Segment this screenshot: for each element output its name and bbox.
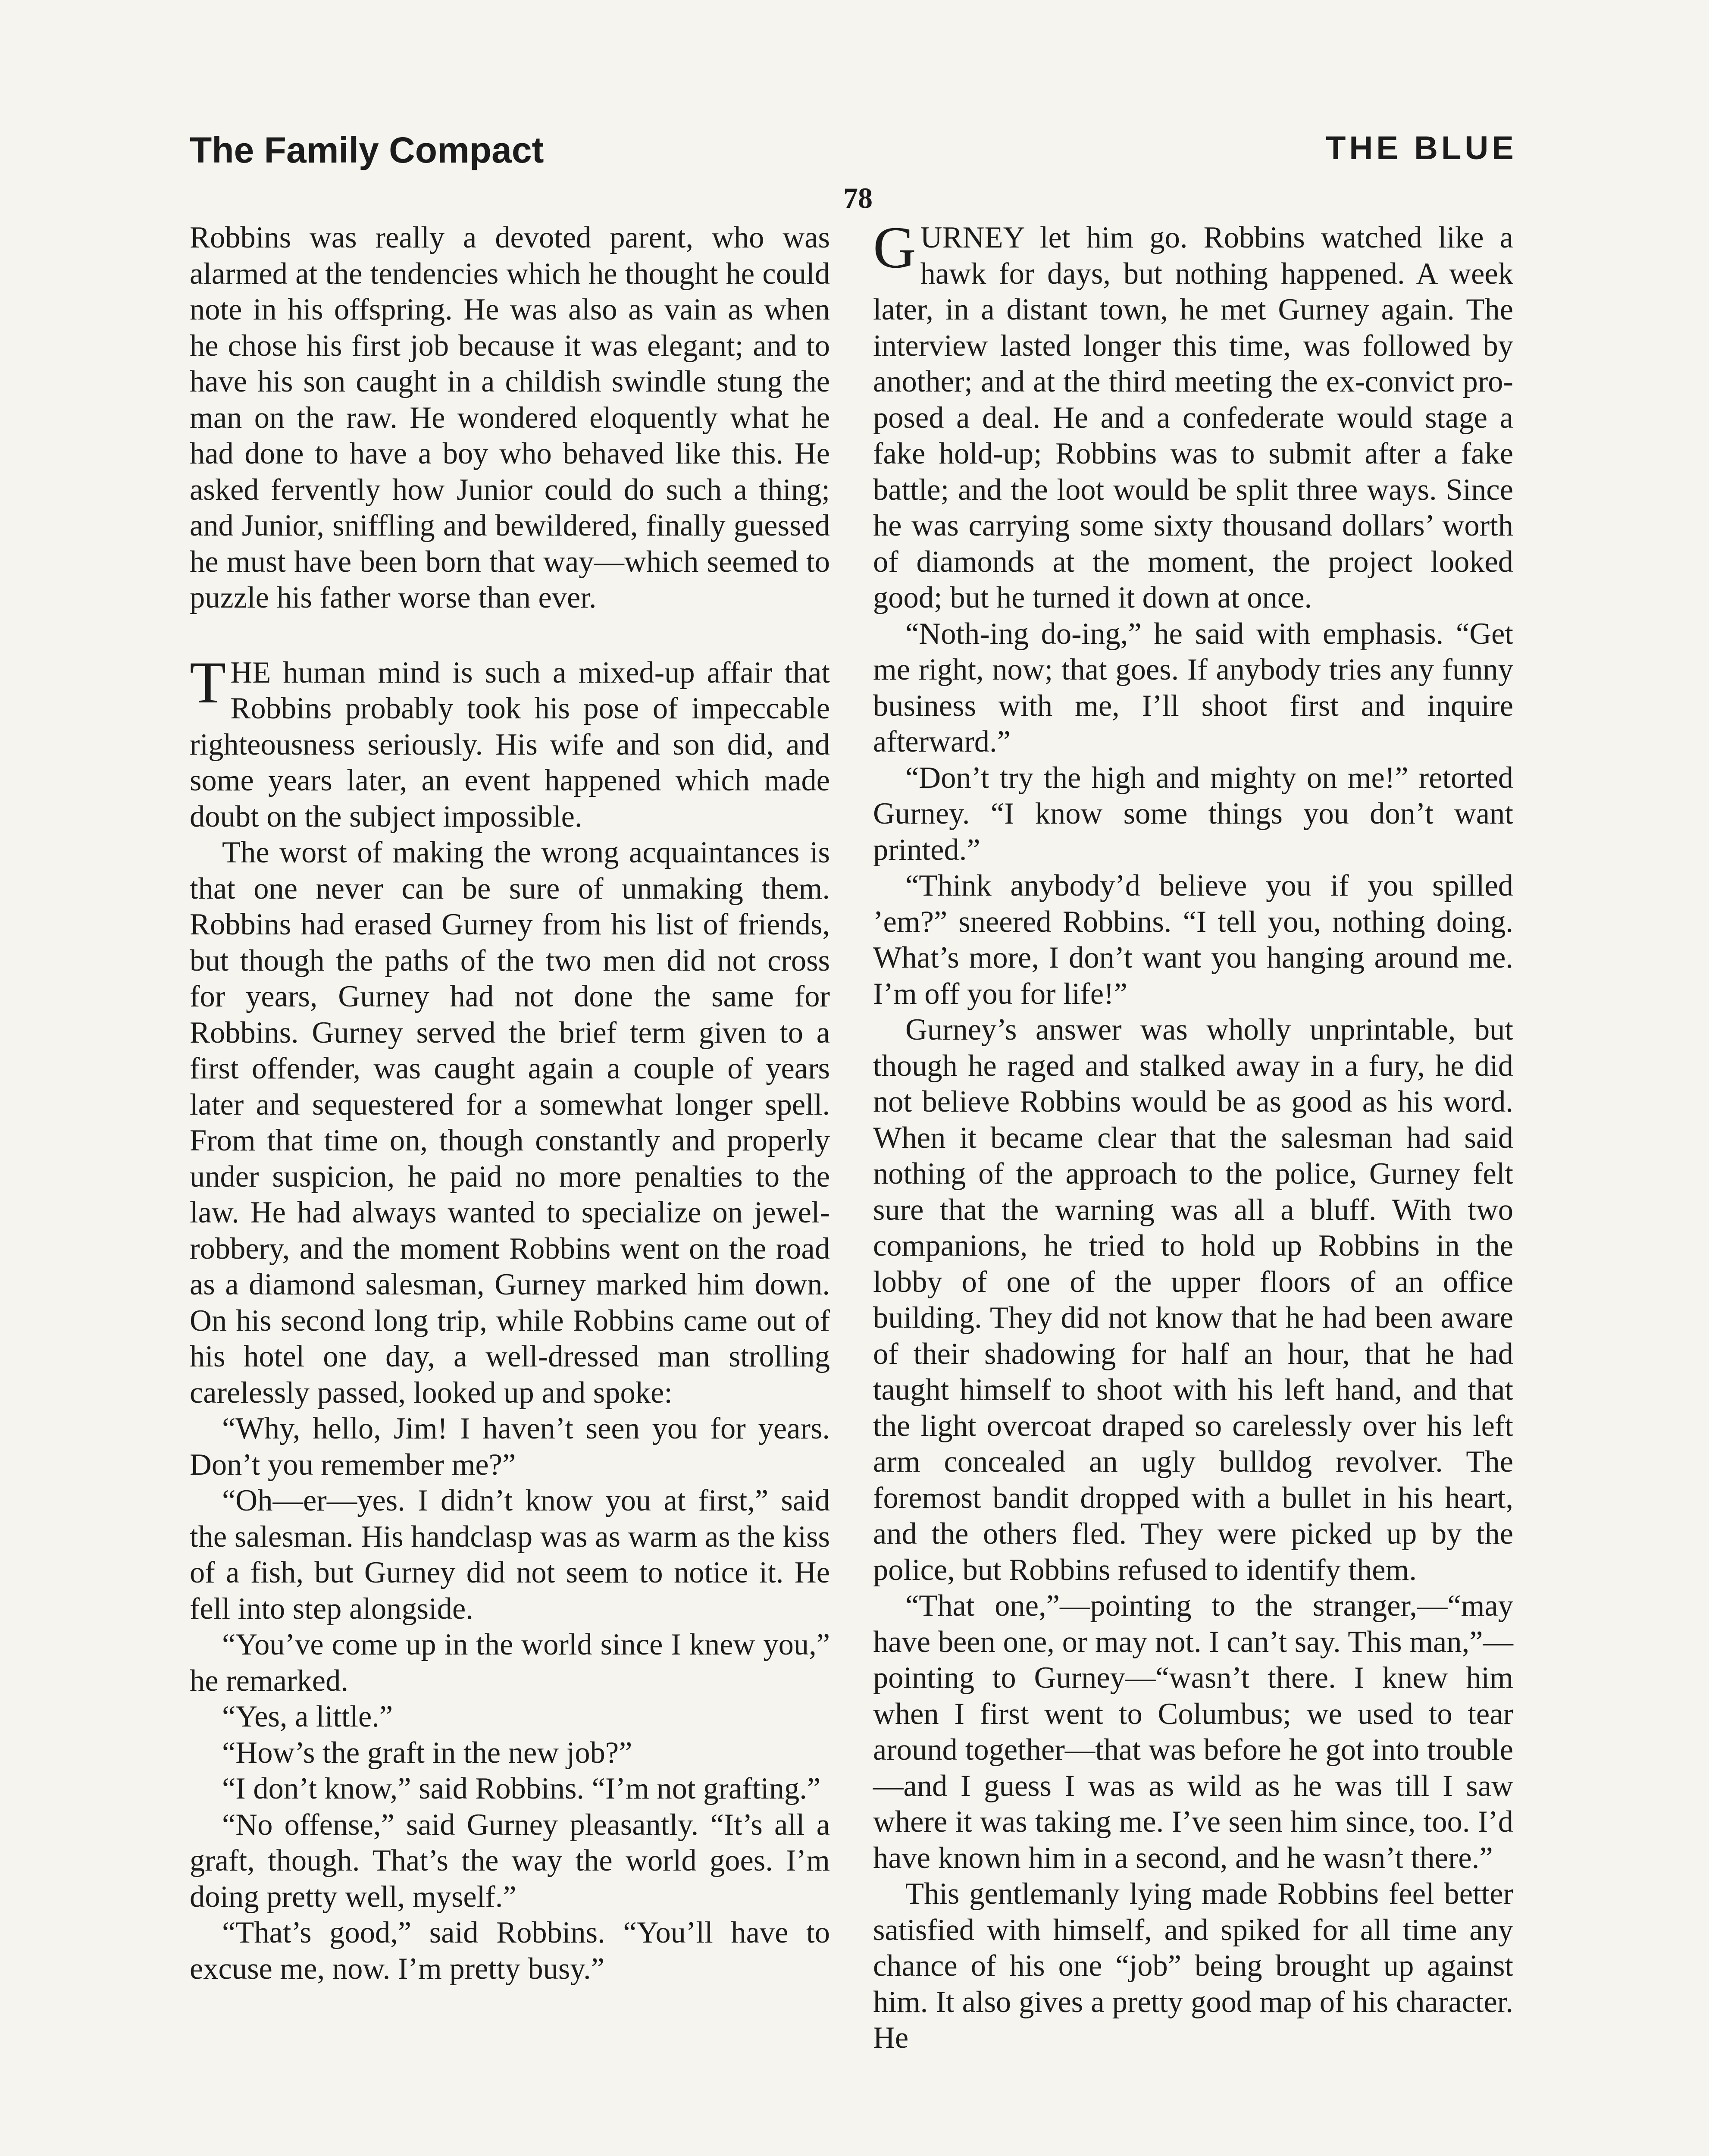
- paragraph: “Think anybody’d believe you if you spilled ’em?” sneered Robbins. “I tell you, nothing doing. What’s more, I don’t want you hanging around me. I’m off you for life!”: [873, 869, 1513, 1011]
- paragraph: Robbins was really a devoted parent, who was alarmed at the tendencies which he thought he could note in his offspring. He was also as vain as when he chose his first job because it was elegant; and to have his son caught in a childish swindle stung the man on the raw. He wondered eloquently what he had done to have a boy who behaved like this. He asked fervently how Junior could do such a thing; and Junior, sniffling and bewildered, finally guessed he must have been born that way—which seemed to puzzle his father worse than ever.: [190, 221, 830, 614]
- paragraph: “That one,”—pointing to the stranger,—“may have been one, or may not. I can’t say. This man,”—pointing to Gurney—“wasn’t there. I knew him when I first went to Columbus; we used to tear around together—that was before he got into trouble—and I guess I was as wild as he was till I saw where it was taking me. I’ve seen him since, too. I’d have known him in a second, and he wasn’t there.”: [873, 1589, 1513, 1875]
- paragraph: “Noth-ing do-ing,” he said with emphasis. “Get me right, now; that goes. If anybody tries any funny business with me, I’ll shoot first and inquire afterward.”: [873, 617, 1513, 758]
- paragraph: Gurney’s answer was wholly unprintable, but though he raged and stalked away in a fury, he did not believe Robbins would be as good as his word. When it became clear that the salesman had said nothing of the approach to the police, Gurney felt sure that the warning was all a bluff. With two companions, he tried to hold up Robbins in the lobby of one of the upper floors of an office building. They did not know that he had been aware of their shadowing for half an hour, that he had taught himself to shoot with his left hand, and that the light overcoat draped so carelessly over his left arm concealed an ugly bulldog revolver. The foremost bandit dropped with a bullet in his heart, and the others fled. They were picked up by the police, but Robbins refused to identify them.: [873, 1013, 1513, 1587]
- paragraph: “I don’t know,” said Robbins. “I’m not grafting.”: [222, 1772, 821, 1805]
- drop-cap: G: [873, 214, 916, 280]
- paragraph: “Why, hello, Jim! I haven’t seen you for years. Don’t you remember me?”: [190, 1412, 830, 1482]
- paragraph: “Don’t try the high and mighty on me!” retorted Gurney. “I know some things you don’t want printed.”: [873, 761, 1513, 867]
- paragraph-text: HE human mind is such a mixed-up affair that Robbins probably took his pose of impeccable righteousness seriously. His wife and son did, and some years later, an event happened which made doubt on the subject impossible.: [190, 655, 830, 834]
- magazine-title: THE BLUE: [1326, 130, 1517, 166]
- paragraph: “Yes, a little.”: [222, 1700, 393, 1733]
- paragraph: This gentlemanly lying made Robbins feel better satisfied with himself, and spiked for all time any chance of his one “job” being brought up against him. It also gives a pretty good map of his character. He: [873, 1877, 1513, 2055]
- section-paragraph: [873, 214, 1513, 616]
- left-column: [190, 220, 830, 1987]
- paragraph-text: URNEY let him go. Robbins watched like a hawk for days, but nothing happened. A week later, in a distant town, he met Gurney again. The interview lasted longer this time, was followed by another; and at the third meeting the ex-convict proposed a deal. He and a confederate would stage a fake hold-up; Robbins was to submit after a fake battle; and the loot would be split three ways. Since he was carrying some sixty thousand dollars’ worth of diamonds at the moment, the project looked good; but he turned it down at once.: [873, 221, 1513, 614]
- paragraph: “How’s the graft in the new job?”: [222, 1736, 632, 1770]
- running-title: The Family Compact: [190, 130, 544, 170]
- paragraph: “No offense,” said Gurney pleasantly. “It’s all a graft, though. That’s the way the world goes. I’m doing pretty well, myself.”: [190, 1808, 830, 1914]
- section-paragraph: [190, 649, 830, 835]
- page-number: 78: [843, 182, 873, 214]
- drop-cap: T: [190, 649, 226, 715]
- right-column: [873, 214, 1513, 2056]
- paragraph: The worst of making the wrong acquaintances is that one never can be sure of unmaking them. Robbins had erased Gurney from his list of friends, but though the paths of the two men did not cross for years, Gurney had not done the same for Robbins. Gurney served the brief term given to a first offender, was caught again a couple of years later and sequestered for a somewhat longer spell. From that time on, though constantly and properly under suspicion, he paid no more penalties to the law. He had always wanted to specialize on jewel-robbery, and the moment Robbins went on the road as a diamond salesman, Gurney marked him down. On his second long trip, while Robbins came out of his hotel one day, a well-dressed man strolling carelessly passed, looked up and spoke:: [190, 836, 830, 1410]
- paragraph: “That’s good,” said Robbins. “You’ll have to excuse me, now. I’m pretty busy.”: [190, 1916, 830, 1986]
- paragraph: “Oh—er—yes. I didn’t know you at first,” said the salesman. His handclasp was as warm as the kiss of a fish, but Gurney did not seem to notice it. He fell into step alongside.: [190, 1484, 830, 1626]
- paragraph: “You’ve come up in the world since I knew you,” he remarked.: [190, 1628, 830, 1698]
